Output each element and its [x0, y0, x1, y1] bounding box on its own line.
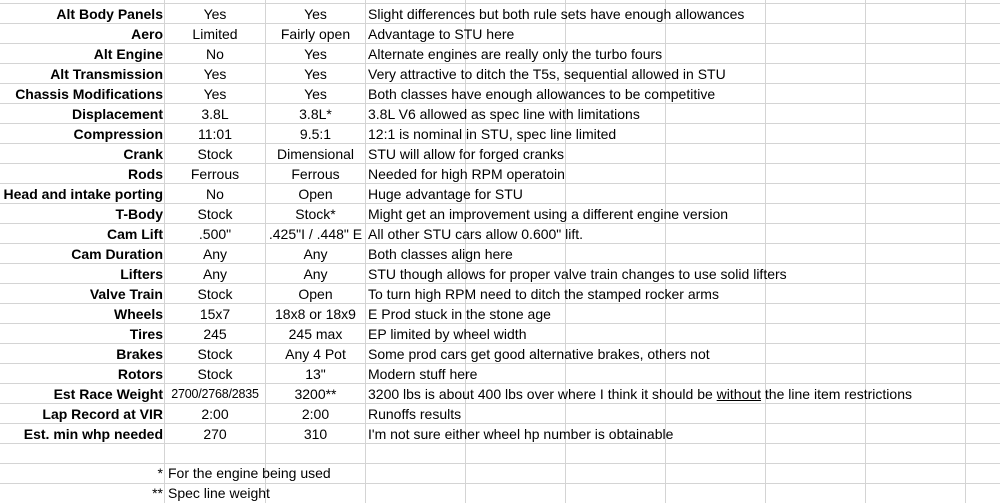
table-row[interactable] [0, 44, 1000, 64]
note[interactable]: Modern stuff here [368, 366, 478, 382]
ep-value[interactable]: .500" [198, 226, 232, 242]
row-label[interactable]: Brakes [116, 346, 163, 362]
stu-value[interactable]: Dimensional [276, 146, 355, 162]
note[interactable]: Might get an improvement using a different engine version [368, 206, 729, 222]
note[interactable]: Both classes align here [368, 246, 513, 262]
ep-value[interactable]: 15x7 [199, 306, 231, 322]
row-label[interactable]: Cam Lift [107, 226, 163, 242]
ep-value[interactable]: Stock [197, 146, 233, 162]
stu-value[interactable]: Yes [304, 86, 327, 102]
stu-value[interactable]: 3.8L* [299, 106, 332, 122]
table-row[interactable] [0, 144, 1000, 164]
table-row[interactable] [0, 104, 1000, 124]
row-label[interactable]: Chassis Modifications [15, 86, 163, 102]
stu-value[interactable]: Open [298, 186, 333, 202]
note-underlined: without [716, 386, 762, 402]
note[interactable]: 12:1 is nominal in STU, spec line limited [368, 126, 617, 142]
row-label[interactable]: Alt Transmission [50, 66, 163, 82]
stu-value[interactable]: Any [303, 246, 328, 262]
table-row[interactable] [0, 424, 1000, 444]
row-label[interactable]: Rods [128, 166, 163, 182]
note[interactable]: STU though allows for proper valve train changes to use solid lifters [368, 266, 787, 282]
note[interactable]: 3.8L V6 allowed as spec line with limitations [368, 106, 640, 122]
table-row[interactable] [0, 324, 1000, 344]
stu-value[interactable]: 18x8 or 18x9 [275, 306, 356, 322]
ep-value[interactable]: 245 [203, 326, 227, 342]
row-label[interactable]: Tires [129, 326, 163, 342]
footnote-mark[interactable]: * [157, 465, 163, 481]
row-label[interactable]: Displacement [71, 106, 163, 122]
note-text: 3200 lbs is about 400 lbs over where I think it should be [368, 386, 717, 402]
note[interactable]: E Prod stuck in the stone age [368, 306, 551, 322]
stu-value[interactable]: 9.5:1 [299, 126, 332, 142]
stu-value[interactable]: 3200** [294, 386, 337, 402]
stu-value[interactable]: 2:00 [301, 406, 330, 422]
ep-value[interactable]: Stock [197, 286, 233, 302]
stu-value[interactable]: 310 [303, 426, 328, 442]
row-label[interactable]: Aero [131, 26, 163, 42]
table-row[interactable] [0, 184, 1000, 204]
note[interactable]: Advantage to STU here [368, 26, 515, 42]
note[interactable]: Very attractive to ditch the T5s, sequential allowed in STU [368, 66, 726, 82]
stu-value[interactable]: 245 max [288, 326, 343, 342]
note[interactable]: Some prod cars get good alternative brakes, others not [368, 346, 710, 362]
note[interactable]: STU will allow for forged cranks [368, 146, 565, 162]
ep-value[interactable]: Ferrous [190, 166, 240, 182]
ep-value[interactable]: Any [202, 266, 228, 282]
table-row[interactable] [0, 344, 1000, 364]
stu-value[interactable]: Yes [304, 46, 327, 62]
row-label[interactable]: Head and intake porting [3, 186, 163, 202]
stu-value[interactable]: Fairly open [280, 26, 351, 42]
ep-value[interactable]: No [206, 186, 224, 202]
ep-value[interactable]: Yes [203, 6, 227, 22]
ep-value[interactable]: 2700/2768/2835 [171, 387, 259, 401]
row-label[interactable]: Lap Record at VIR [42, 406, 163, 422]
table-row[interactable] [0, 84, 1000, 104]
row-label[interactable]: Alt Engine [93, 46, 163, 62]
table-row[interactable] [0, 404, 1000, 424]
table-row[interactable] [0, 24, 1000, 44]
note[interactable]: Needed for high RPM operatoin [368, 166, 565, 182]
stu-value[interactable]: Yes [304, 66, 327, 82]
row-label[interactable]: Crank [123, 146, 163, 162]
note[interactable]: I'm not sure either wheel hp number is obtainable [368, 426, 674, 442]
ep-value[interactable]: Any [202, 246, 228, 262]
row-label[interactable]: Cam Duration [71, 246, 163, 262]
table-row[interactable] [0, 284, 1000, 304]
row-label[interactable]: Valve Train [89, 286, 163, 302]
row-label[interactable]: Wheels [113, 306, 163, 322]
footnote-text[interactable]: Spec line weight [168, 485, 270, 501]
row-label[interactable]: T-Body [115, 206, 163, 222]
stu-value[interactable]: Ferrous [291, 166, 340, 182]
ep-value[interactable]: Stock [197, 346, 233, 362]
ep-value[interactable]: 270 [203, 426, 227, 442]
note[interactable]: Huge advantage for STU [368, 186, 523, 202]
ep-value[interactable]: Limited [192, 26, 238, 42]
ep-value[interactable]: Yes [203, 86, 227, 102]
table-row[interactable] [0, 264, 1000, 284]
note[interactable]: Both classes have enough allowances to be competitive [368, 86, 716, 102]
table-row[interactable] [0, 64, 1000, 84]
row-label[interactable]: Lifters [120, 266, 163, 282]
ep-value[interactable]: Yes [203, 66, 227, 82]
table-row[interactable] [0, 304, 1000, 324]
table-row[interactable] [0, 164, 1000, 184]
note[interactable]: Runoffs results [368, 406, 462, 422]
footnote-text[interactable]: For the engine being used [168, 465, 331, 481]
stu-value[interactable]: .425"I / .448" E [268, 226, 363, 242]
note[interactable]: EP limited by wheel width [368, 326, 527, 342]
row-label[interactable]: Rotors [117, 366, 163, 382]
note[interactable]: To turn high RPM need to ditch the stamped rocker arms [368, 286, 719, 302]
table-row[interactable] [0, 244, 1000, 264]
note[interactable] [368, 384, 998, 404]
row-label[interactable]: Compression [73, 126, 163, 142]
row-label[interactable]: Est. min whp needed [23, 426, 163, 442]
table-row[interactable] [0, 384, 1000, 404]
ep-value[interactable]: 3.8L [201, 106, 229, 122]
table-row[interactable] [0, 4, 1000, 24]
table-row[interactable] [0, 364, 1000, 384]
table-row[interactable] [0, 124, 1000, 144]
note[interactable]: Alternate engines are really only the turbo fours [368, 46, 663, 62]
footnote-mark[interactable]: ** [152, 485, 163, 501]
ep-value[interactable]: No [206, 46, 224, 62]
table-row[interactable] [0, 204, 1000, 224]
note[interactable]: Slight differences but both rule sets have enough allowances [368, 6, 745, 22]
stu-value[interactable]: Yes [304, 6, 327, 22]
row-label[interactable]: Est Race Weight [53, 386, 163, 402]
stu-value[interactable]: 13" [305, 366, 326, 382]
note-text: the line item restrictions [761, 386, 912, 402]
table-row[interactable] [0, 224, 1000, 244]
ep-value[interactable]: 2:00 [201, 406, 229, 422]
stu-value[interactable]: Any 4 Pot [285, 346, 346, 362]
note[interactable]: All other STU cars allow 0.600" lift. [368, 226, 584, 242]
stu-value[interactable]: Any [303, 266, 328, 282]
stu-value[interactable]: Stock* [295, 206, 336, 222]
ep-value[interactable]: Stock [197, 206, 233, 222]
row-label[interactable]: Alt Body Panels [56, 6, 163, 22]
ep-value[interactable]: 11:01 [198, 126, 232, 142]
ep-value[interactable]: Stock [197, 366, 233, 382]
stu-value[interactable]: Open [298, 286, 333, 302]
